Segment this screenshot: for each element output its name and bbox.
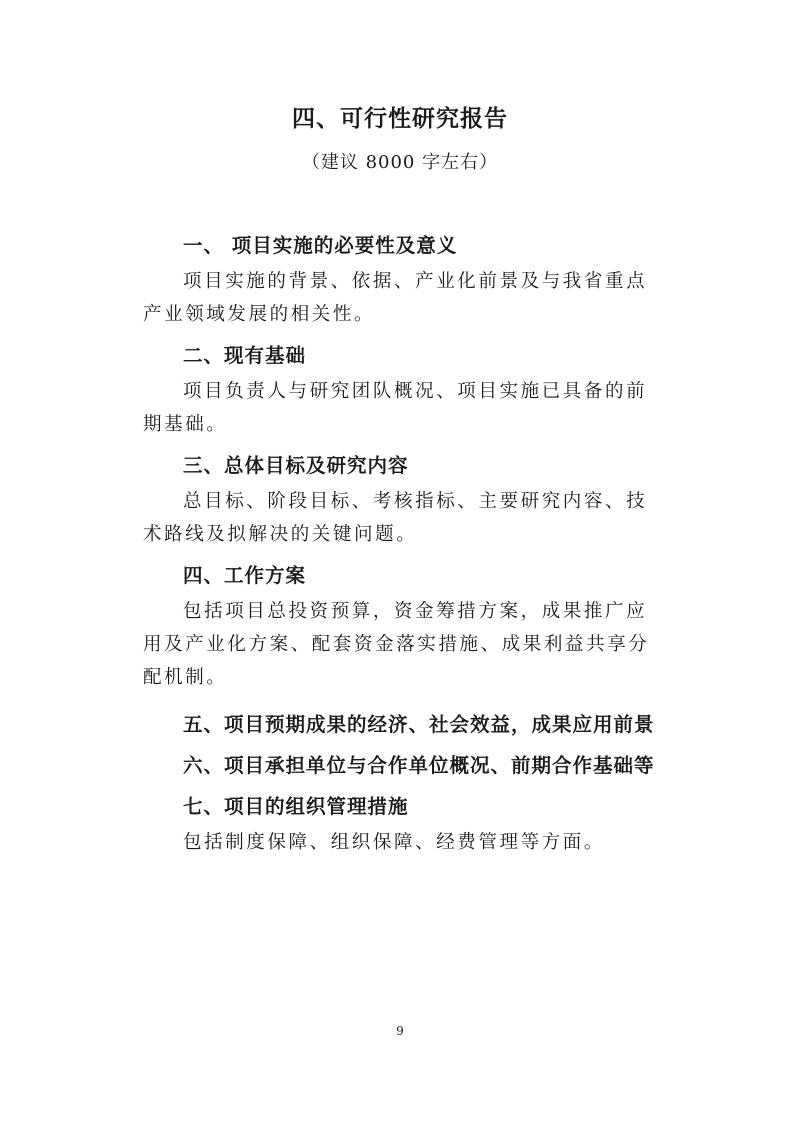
section-heading-7: 七、项目的组织管理措施 (183, 795, 409, 818)
section-heading-4: 四、工作方案 (183, 564, 307, 587)
section-heading-3: 三、总体目标及研究内容 (183, 454, 409, 477)
section-body-3: 总目标、阶段目标、考核指标、主要研究内容、技术路线及拟解决的关键问题。 (143, 491, 648, 545)
section-body-4: 包括项目总投资预算，资金筹措方案，成果推广应用及产业化方案、配套资金落实措施、成果利益共享分配机制。 (143, 601, 650, 688)
section-heading-2: 二、现有基础 (183, 344, 307, 367)
page-subtitle: （建议 8000 字左右） (301, 152, 499, 173)
section-heading-5: 五、项目预期成果的经济、社会效益，成果应用前景 (183, 713, 655, 736)
section-body-1: 项目实施的背景、依据、产业化前景及与我省重点产业领域发展的相关性。 (143, 271, 648, 325)
section-body-7: 包括制度保障、组织保障、经费管理等方面。 (183, 832, 606, 853)
section-body-2: 项目负责人与研究团队概况、项目实施已具备的前期基础。 (143, 381, 648, 435)
section-heading-6: 六、项目承担单位与合作单位概况、前期合作基础等 (183, 754, 655, 777)
section-heading-1: 一、 项目实施的必要性及意义 (183, 234, 458, 257)
page-title: 四、可行性研究报告 (292, 106, 508, 132)
document-body (143, 230, 663, 868)
page-number: 9 (396, 1024, 404, 1038)
